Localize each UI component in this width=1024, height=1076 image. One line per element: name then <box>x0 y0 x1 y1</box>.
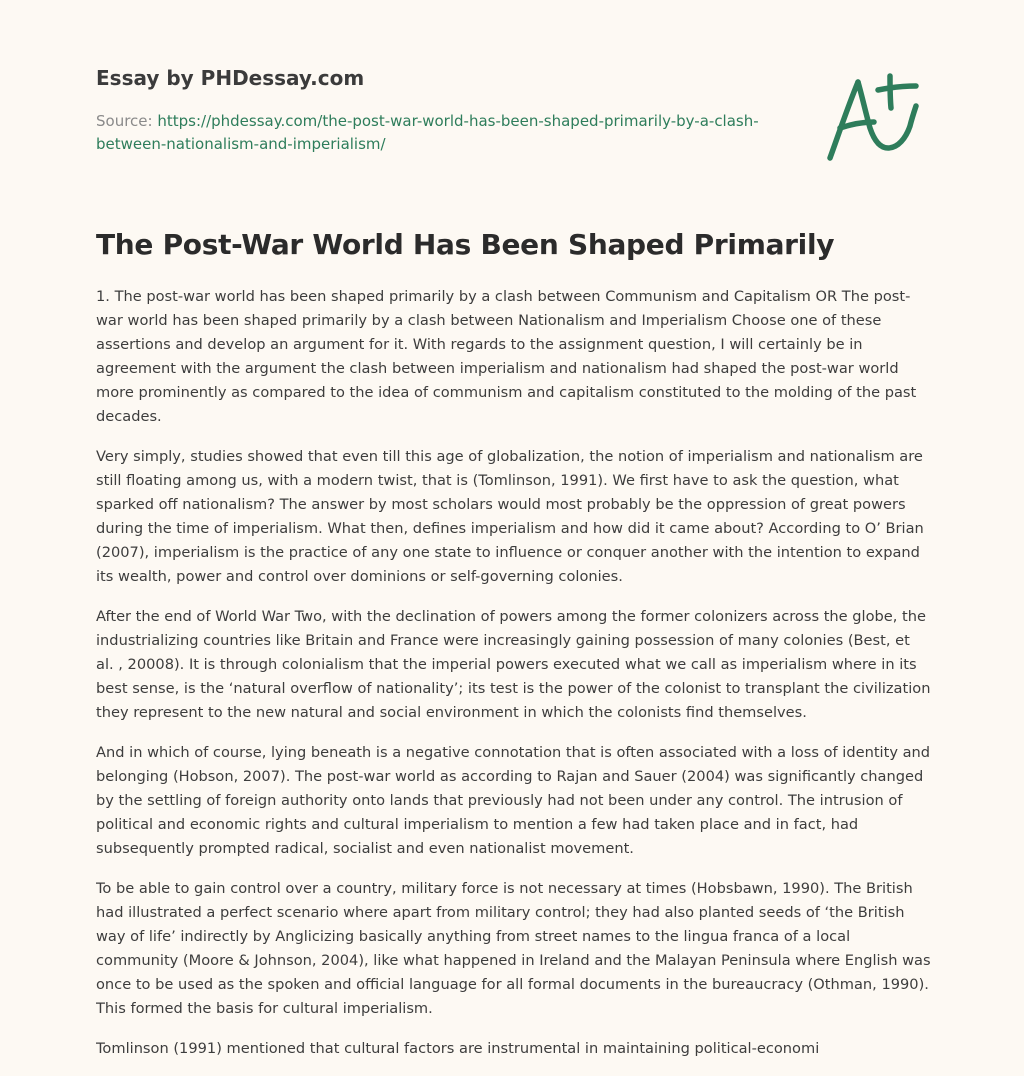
paragraph: To be able to gain control over a country, military force is not necessary at times (Hobsbawn, 1990). The British had illustrated a perfect scenario where apart from military control; they had also planted seeds of ‘the British way of life’ indirectly by Anglicizing basically anything from street names to the lingua franca of a local community (Moore & Johnson, 2004), like what happened in Ireland and the Malayan Peninsula where English was once to be used as the spoken and official language for all formal documents in the bureaucracy (Othman, 1990). This formed the basis for cultural imperialism. <box>96 880 931 1017</box>
article-body <box>96 285 932 1076</box>
a-plus-grade-icon <box>818 66 930 166</box>
source-label: Source: <box>96 112 153 130</box>
page-title: The Post-War World Has Been Shaped Primarily <box>96 228 835 261</box>
paragraph: Tomlinson (1991) mentioned that cultural factors are instrumental in maintaining political-economi <box>96 1040 820 1057</box>
paragraph: 1. The post-war world has been shaped primarily by a clash between Communism and Capitalism OR The post-war world has been shaped primarily by a clash between Nationalism and Imperialism Choose one of these assertions and develop an argument for it. With regards to the assignment question, I will certainly be in agreement with the argument the clash between imperialism and nationalism had shaped the post-war world more prominently as compared to the idea of communism and capitalism constituted to the molding of the past decades. <box>96 288 917 425</box>
paragraph: After the end of World War Two, with the declination of powers among the former colonizers across the globe, the industrializing countries like Britain and France were increasingly gaining possession of many colonies (Best, et al. , 20008). It is through colonialism that the imperial powers executed what we call as imperialism where in its best sense, is the ‘natural overflow of nationality’; its test is the power of the colonist to transplant the civilization they represent to the new natural and social environment in which the colonists find themselves. <box>96 608 931 721</box>
source-link[interactable]: https://phdessay.com/the-post-war-world-has-been-shaped-primarily-by-a-clash-between-nationalism-and-imperialism/ <box>96 112 759 153</box>
brand-title: Essay by PHDessay.com <box>96 66 365 90</box>
source-line <box>96 110 816 156</box>
paragraph: And in which of course, lying beneath is a negative connotation that is often associated with a loss of identity and belonging (Hobson, 2007). The post-war world as according to Rajan and Sauer (2004) was significantly changed by the settling of foreign authority onto lands that previously had not been under any control. The intrusion of political and economic rights and cultural imperialism to mention a few had taken place and in fact, had subsequently prompted radical, socialist and even nationalist movement. <box>96 744 931 857</box>
paragraph: Very simply, studies showed that even till this age of globalization, the notion of imperialism and nationalism are still floating among us, with a modern twist, that is (Tomlinson, 1991). We first have to ask the question, what sparked off nationalism? The answer by most scholars would most probably be the oppression of great powers during the time of imperialism. What then, defines imperialism and how did it came about? According to O’ Brian (2007), imperialism is the practice of any one state to influence or conquer another with the intention to expand its wealth, power and control over dominions or self-governing colonies. <box>96 448 924 585</box>
document-header <box>96 64 816 156</box>
